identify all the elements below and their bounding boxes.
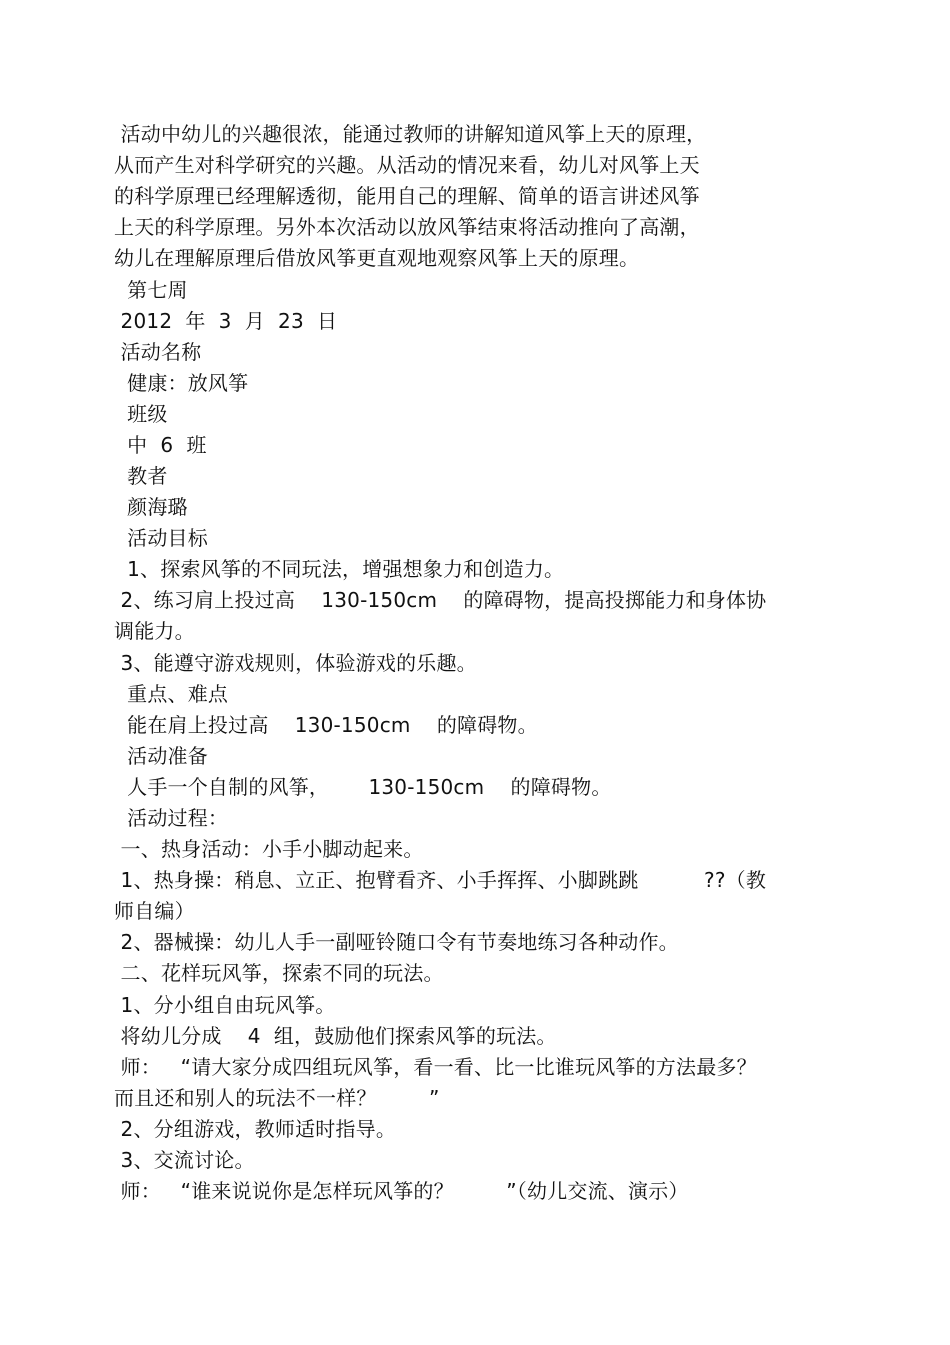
text-line: 上天的科学原理。另外本次活动以放风筝结束将活动推向了高潮， bbox=[114, 215, 700, 239]
text-line: 1、探索风筝的不同玩法，增强想象力和创造力。 bbox=[114, 557, 565, 581]
week-heading: 第七周 bbox=[114, 278, 188, 302]
text-line: 人手一个自制的风筝， 130-150cm 的障碍物。 bbox=[114, 775, 612, 799]
text-line: 一、热身活动：小手小脚动起来。 bbox=[114, 837, 424, 861]
section-label: 活动过程： bbox=[114, 806, 229, 830]
text-line: 活动中幼儿的兴趣很浓，能通过教师的讲解知道风筝上天的原理， bbox=[114, 122, 707, 146]
text-line: 能在肩上投过高 130-150cm 的障碍物。 bbox=[114, 713, 538, 737]
text-line: 二、花样玩风筝，探索不同的玩法。 bbox=[114, 961, 444, 985]
section-label: 班级 bbox=[114, 402, 168, 426]
date-line: 2012 年 3 月 23 日 bbox=[114, 309, 338, 333]
teacher-name: 颜海璐 bbox=[114, 495, 188, 519]
section-label: 活动准备 bbox=[114, 744, 208, 768]
section-label: 活动名称 bbox=[114, 340, 202, 364]
text-line: 3、交流讨论。 bbox=[114, 1148, 255, 1172]
text-line: 3、能遵守游戏规则，体验游戏的乐趣。 bbox=[114, 651, 477, 675]
text-line: 2、分组游戏，教师适时指导。 bbox=[114, 1117, 397, 1141]
text-line: 2、练习肩上投过高 130-150cm 的障碍物，提高投掷能力和身体协 bbox=[114, 588, 767, 612]
text-line: 调能力。 bbox=[114, 619, 195, 643]
text-line: 的科学原理已经理解透彻，能用自己的理解、简单的语言讲述风筝 bbox=[114, 184, 700, 208]
text-line: 师： “谁来说说你是怎样玩风筝的？ ”（幼儿交流、演示） bbox=[114, 1179, 689, 1203]
text-line: 而且还和别人的玩法不一样？ ” bbox=[114, 1086, 440, 1110]
text-line: 从而产生对科学研究的兴趣。从活动的情况来看，幼儿对风筝上天 bbox=[114, 153, 700, 177]
text-line: 师自编） bbox=[114, 899, 195, 923]
text-line: 师： “请大家分成四组玩风筝，看一看、比一比谁玩风筝的方法最多？ bbox=[114, 1055, 757, 1079]
section-label: 重点、难点 bbox=[114, 682, 229, 706]
text-line: 1、热身操：稍息、立正、抱臂看齐、小手挥挥、小脚跳跳 ??（教 bbox=[114, 868, 767, 892]
section-label: 教者 bbox=[114, 464, 168, 488]
activity-name: 健康：放风筝 bbox=[114, 371, 249, 395]
text-line: 2、器械操：幼儿人手一副哑铃随口令有节奏地练习各种动作。 bbox=[114, 930, 679, 954]
section-label: 活动目标 bbox=[114, 526, 208, 550]
text-line: 1、分小组自由玩风筝。 bbox=[114, 993, 336, 1017]
text-line: 将幼儿分成 4 组，鼓励他们探索风筝的玩法。 bbox=[114, 1024, 557, 1048]
text-line: 幼儿在理解原理后借放风筝更直观地观察风筝上天的原理。 bbox=[114, 246, 640, 270]
class-name: 中 6 班 bbox=[114, 433, 207, 457]
